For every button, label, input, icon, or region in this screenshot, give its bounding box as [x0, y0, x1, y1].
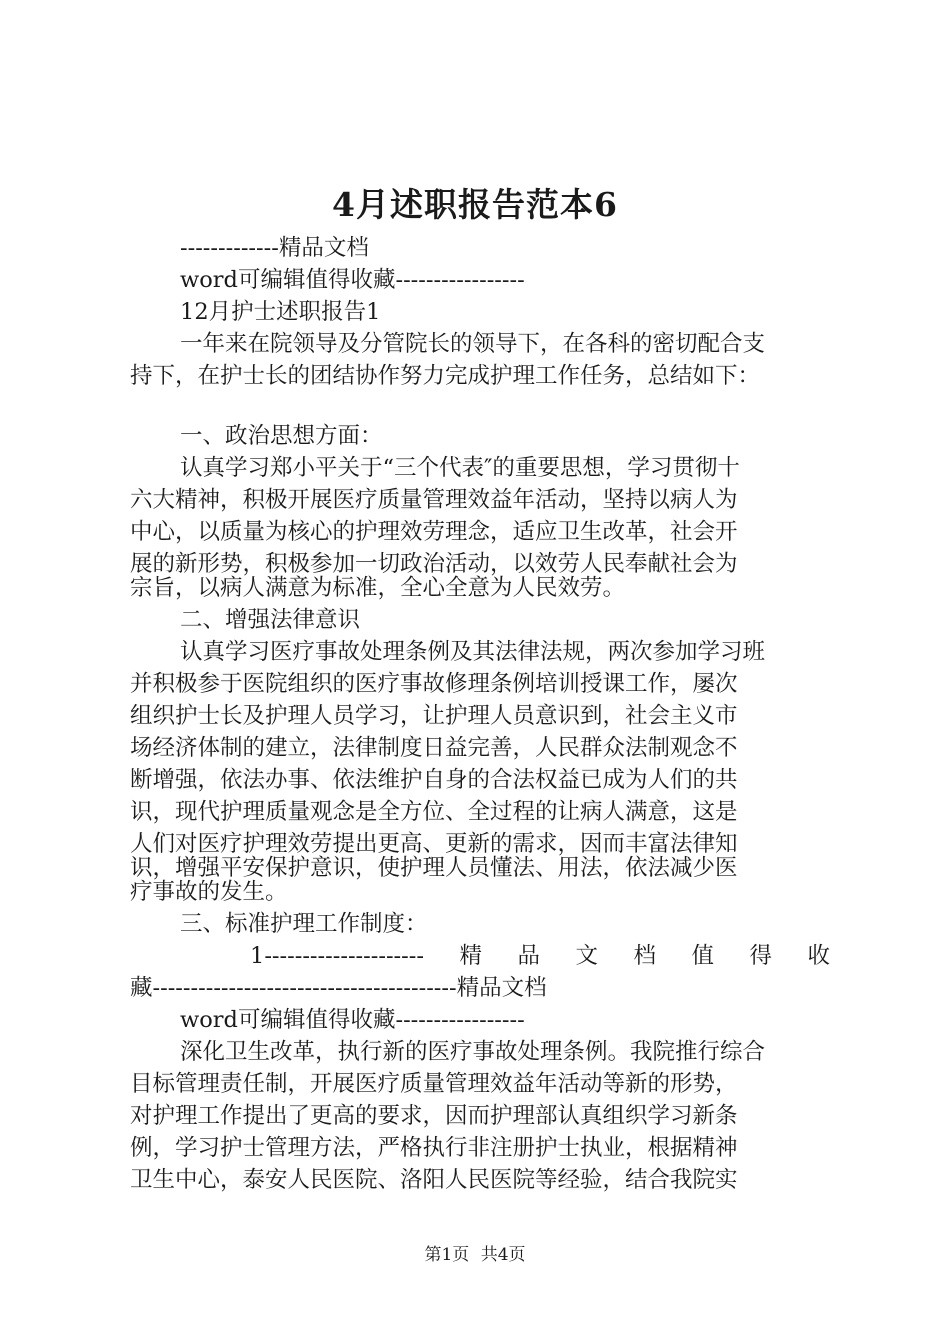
paragraph-line: 一年来在院领导及分管院长的领导下，在各科的密切配合支: [180, 331, 766, 357]
section-heading: 三、标准护理工作制度：: [180, 911, 428, 937]
page-number: 第1页: [424, 1245, 470, 1265]
page-break-fragment: 品: [517, 943, 540, 969]
paragraph-line: 断增强，依法办事、依法维护自身的合法权益已成为人们的共: [130, 767, 738, 793]
paragraph-line: 中心，以质量为核心的护理效劳理念，适应卫生改革，社会开: [130, 519, 738, 545]
paragraph-line: 场经济体制的建立，法律制度日益完善，人民群众法制观念不: [130, 735, 738, 761]
page-break-fragment: 1---------------------: [250, 943, 424, 969]
page-break-fragment: 文: [575, 943, 598, 969]
page-footer: [0, 1244, 950, 1266]
page-break-fragment: 精: [459, 943, 482, 969]
paragraph-line: 疗事故的发生。: [130, 879, 288, 905]
page-break-fragment: 档: [633, 943, 656, 969]
paragraph-line: 持下，在护士长的团结协作努力完成护理工作任务，总结如下：: [130, 363, 761, 389]
page-total: 共4页: [480, 1245, 526, 1265]
page-break-line: 藏----------------------------------------精品文档: [130, 975, 547, 1001]
paragraph-line: 深化卫生改革，执行新的医疗事故处理条例。我院推行综合: [180, 1039, 766, 1065]
paragraph-line: 识，现代护理质量观念是全方位、全过程的让病人满意，这是: [130, 799, 738, 825]
paragraph-line: 目标管理责任制，开展医疗质量管理效益年活动等新的形势，: [130, 1071, 738, 1097]
document-title: 4月述职报告范本6: [332, 185, 618, 224]
paragraph-line: 宗旨，以病人满意为标准，全心全意为人民效劳。: [130, 575, 626, 601]
paragraph-line: 并积极参于医院组织的医疗事故修理条例培训授课工作，屡次: [130, 671, 738, 697]
paragraph-line: 认真学习郑小平关于“三个代表″的重要思想，学习贯彻十: [180, 455, 740, 481]
paragraph-line: 展的新形势，积极参加一切政治活动，以效劳人民奉献社会为: [130, 551, 738, 577]
paragraph-line: 组织护士长及护理人员学习，让护理人员意识到，社会主义市: [130, 703, 738, 729]
page-break-fragment: 收: [807, 943, 830, 969]
page-break-line: [250, 941, 830, 971]
section-heading: 二、增强法律意识: [180, 607, 361, 633]
paragraph-line: 识，增强平安保护意识，使护理人员懂法、用法，依法减少医: [130, 855, 738, 881]
paragraph-line: 例，学习护士管理方法，严格执行非注册护士执业，根据精神: [130, 1135, 738, 1161]
header-line: word可编辑值得收藏-----------------: [180, 1007, 525, 1033]
report-subtitle: 12月护士述职报告1: [180, 299, 381, 325]
section-heading: 一、政治思想方面：: [180, 423, 383, 449]
paragraph-line: 卫生中心，泰安人民医院、洛阳人民医院等经验，结合我院实: [130, 1167, 738, 1193]
paragraph-line: 六大精神，积极开展医疗质量管理效益年活动，坚持以病人为: [130, 487, 738, 513]
header-line: -------------精品文档: [180, 235, 369, 261]
page-break-fragment: 得: [749, 943, 772, 969]
paragraph-line: 认真学习医疗事故处理条例及其法律法规，两次参加学习班: [180, 639, 766, 665]
page-break-fragment: 值: [691, 943, 714, 969]
header-line: word可编辑值得收藏-----------------: [180, 267, 525, 293]
paragraph-line: 对护理工作提出了更高的要求，因而护理部认真组织学习新条: [130, 1103, 738, 1129]
paragraph-line: 人们对医疗护理效劳提出更高、更新的需求，因而丰富法律知: [130, 831, 738, 857]
